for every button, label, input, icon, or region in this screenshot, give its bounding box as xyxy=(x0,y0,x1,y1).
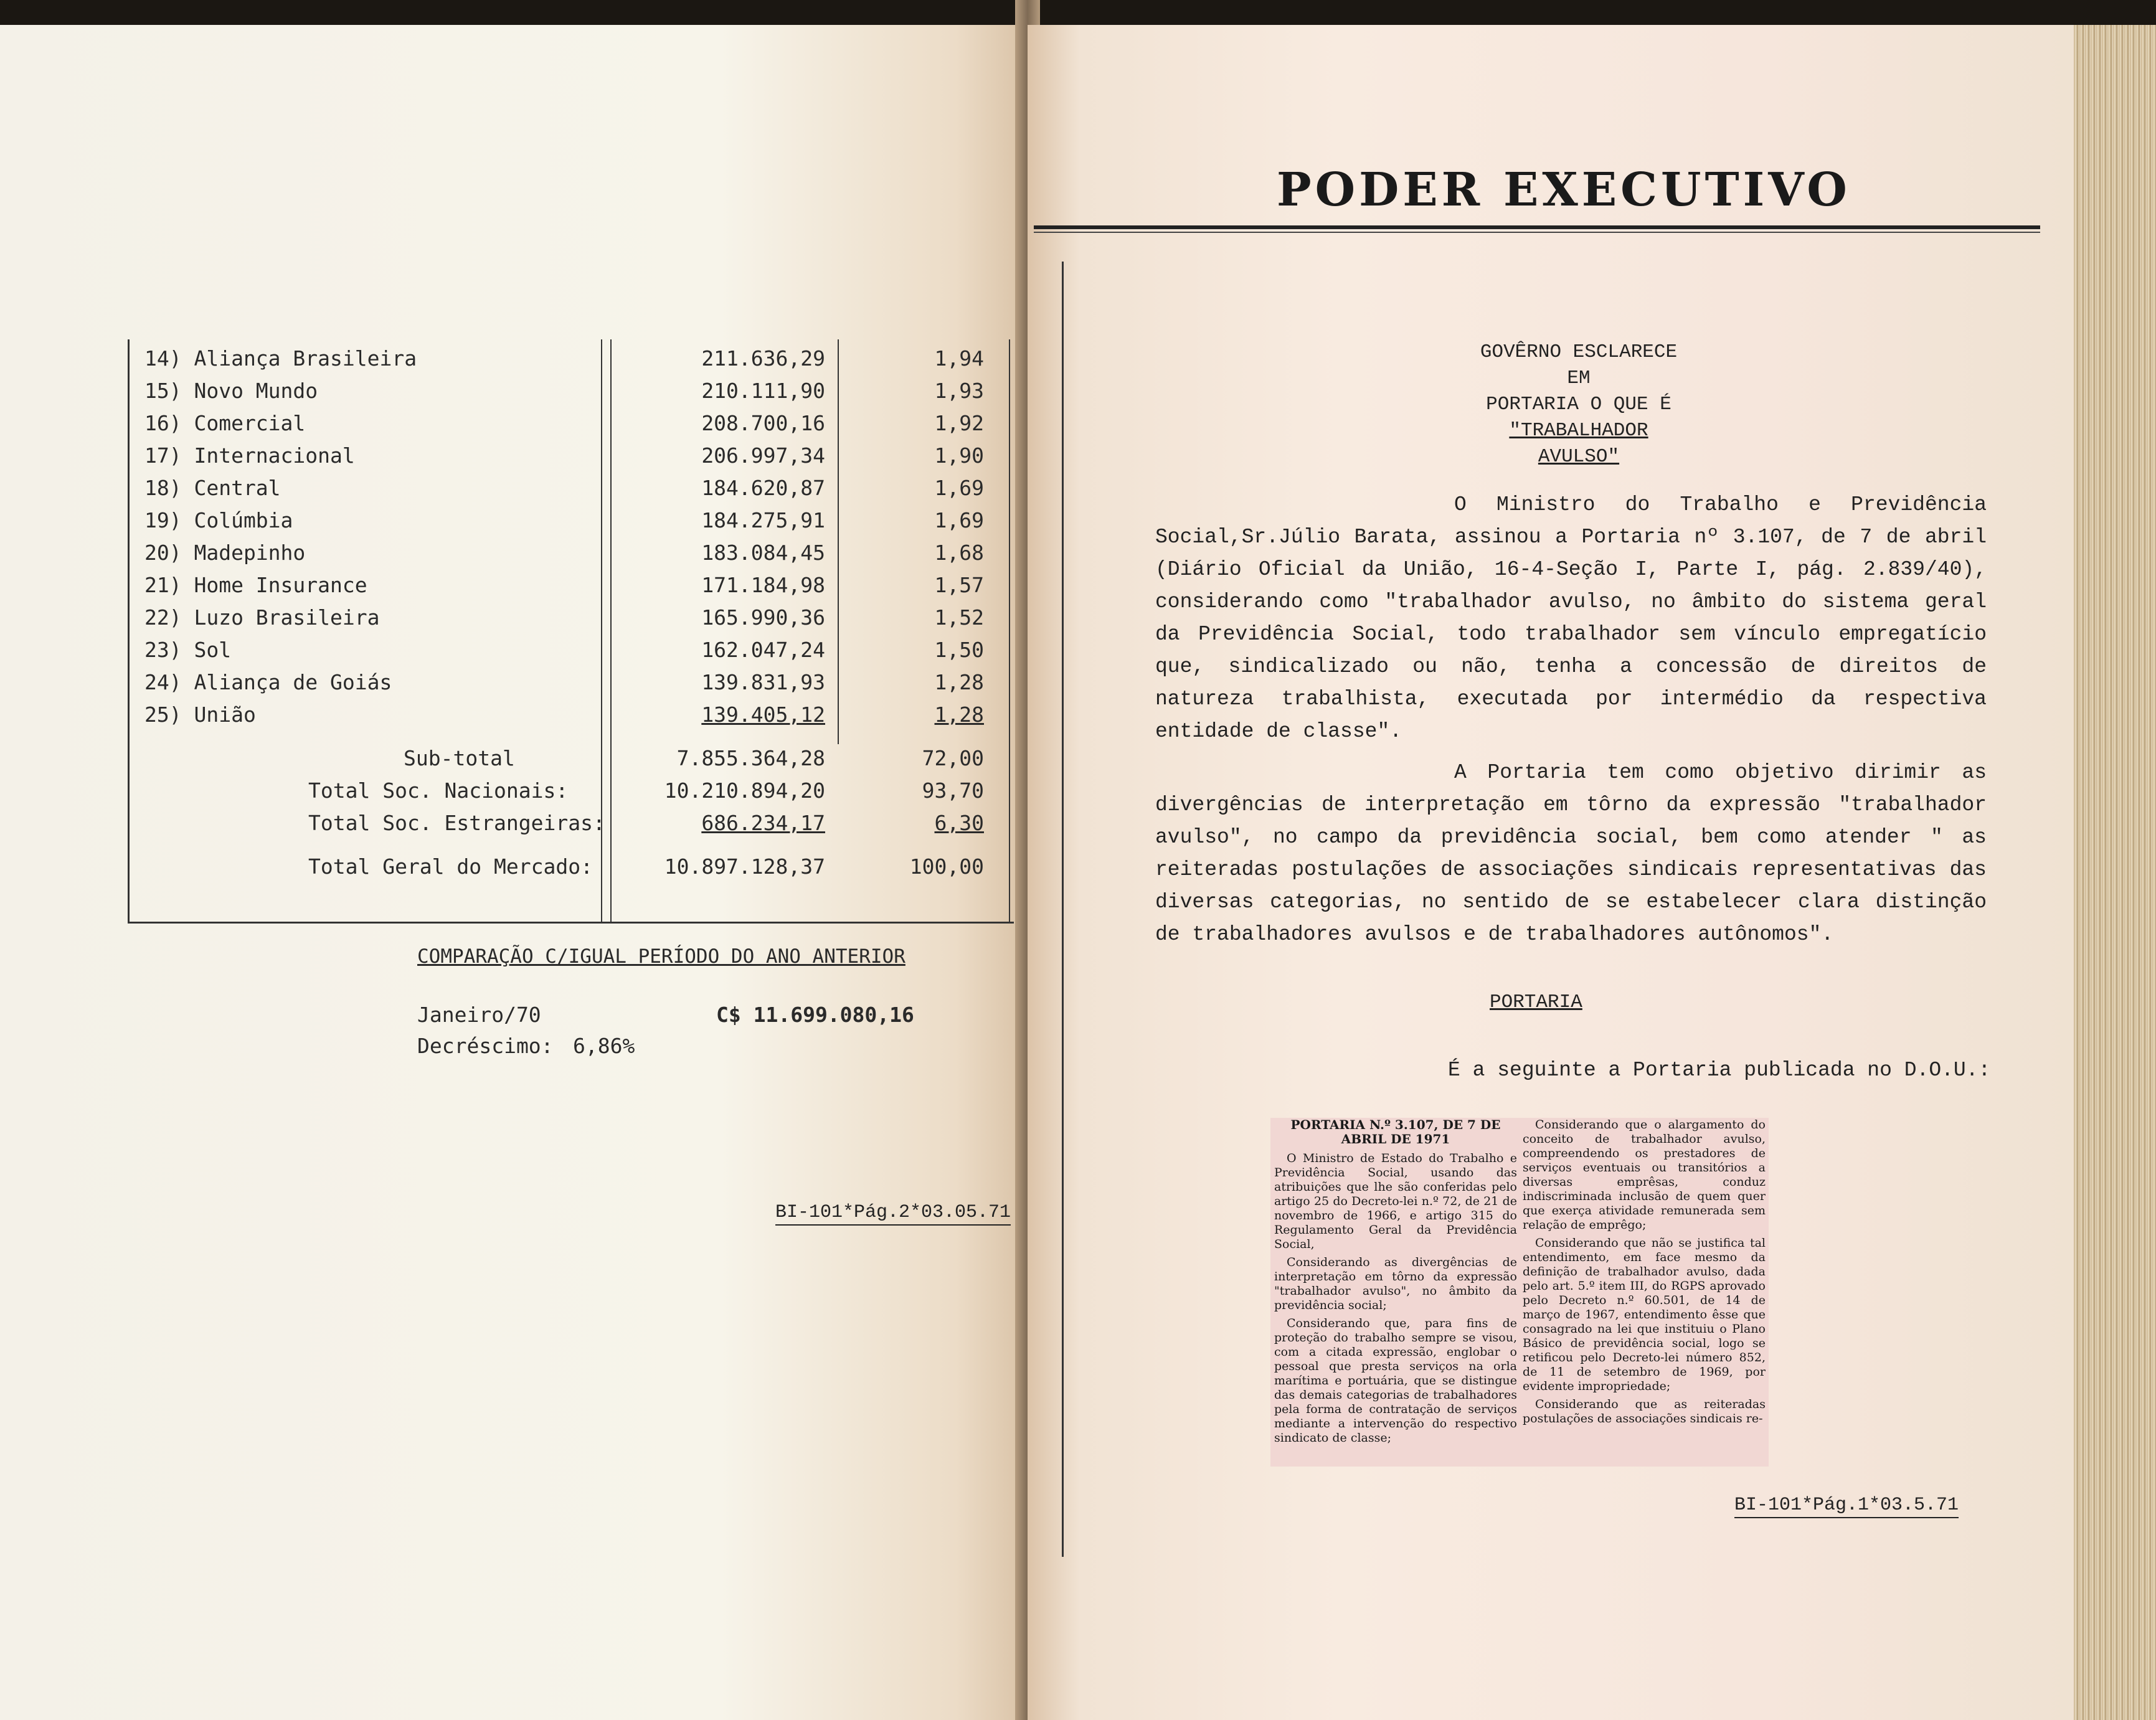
company-name: 19) Colúmbia xyxy=(144,508,293,532)
market-share: 1,50 xyxy=(934,638,984,662)
left-page-footer: BI-101*Pág.2*03.05.71 xyxy=(775,1202,1011,1226)
newspaper-clipping xyxy=(1270,1118,1769,1467)
premium-value: 183.084,45 xyxy=(701,541,825,565)
company-name: 14) Aliança Brasileira xyxy=(144,346,417,371)
premium-value: 139.405,12 xyxy=(701,702,825,727)
decrescimo-value: 6,86% xyxy=(573,1034,635,1058)
janeiro-label: Janeiro/70 xyxy=(417,1003,541,1027)
premium-value: 139.831,93 xyxy=(701,670,825,694)
paragraph-2: A Portaria tem como objetivo dirimir as divergências de interpretação em tôrno da expressão "trabalhador avulso", no campo da previdência social, bem como atender " as reiteradas postulações de associações sindicais representativas das diversas categorias, no sentido de se estabelecer clara distinção de trabalhadores avulsos e de trabalhadores autônomos". xyxy=(1155,761,1987,946)
right-page-footer: BI-101*Pág.1*03.5.71 xyxy=(1734,1495,1959,1518)
market-share: 1,90 xyxy=(934,443,984,468)
clipping-left-para: Considerando as divergências de interpretação em tôrno da expressão "trabalhador avulso", no âmbito da previdência social; xyxy=(1274,1255,1517,1312)
premium-value: 206.997,34 xyxy=(701,443,825,468)
nacionais-value: 10.210.894,20 xyxy=(664,778,825,803)
nacionais-pct: 93,70 xyxy=(922,778,984,803)
market-share: 1,28 xyxy=(934,670,984,694)
page-title: PODER EXECUTIVO xyxy=(1277,163,1851,217)
comparacao-heading: COMPARAÇÃO C/IGUAL PERÍODO DO ANO ANTERIOR xyxy=(417,945,905,968)
market-share: 1,52 xyxy=(934,605,984,630)
clipping-left-para: O Ministro de Estado do Trabalho e Previdência Social, usando das atribuições que lhe são conferidas pelo artigo 25 do Decreto-lei n.º 72, de 21 de novembro de 1966, e artigo 315 do Regulamento Geral da Previdência Social, xyxy=(1274,1151,1517,1251)
clipping-heading: PORTARIA N.º 3.107, DE 7 DE ABRIL DE 1971 xyxy=(1290,1117,1501,1146)
company-name: 17) Internacional xyxy=(144,443,355,468)
company-name: 15) Novo Mundo xyxy=(144,379,318,403)
subtotal-pct: 72,00 xyxy=(922,746,984,770)
market-share: 1,28 xyxy=(934,702,984,727)
clipping-left-para: Considerando que, para fins de proteção do trabalho sempre se visou, com a citada expressão, englobar o pessoal que presta serviços na orla marítima e portuária, que se distingue das demais categorias de trabalhadores pela forma de contratação de serviços mediante a intervenção do respectivo sindicato de classe; xyxy=(1274,1316,1517,1445)
market-share: 1,68 xyxy=(934,541,984,565)
margin-rule xyxy=(1062,262,1064,1557)
subtotal-label: Sub-total xyxy=(404,746,515,770)
estrangeiras-label: Total Soc. Estrangeiras: xyxy=(308,811,605,835)
clipping-left-column xyxy=(1274,1118,1517,1449)
geral-pct: 100,00 xyxy=(909,854,984,879)
nacionais-label: Total Soc. Nacionais: xyxy=(308,778,569,803)
scan-top-edge xyxy=(0,0,2156,25)
market-share: 1,93 xyxy=(934,379,984,403)
decrescimo-label: Decréscimo: xyxy=(417,1034,554,1058)
clipping-right-para: Considerando que as reiteradas postulações de associações sindicais re- xyxy=(1523,1397,1766,1425)
headline-line-2: PORTARIA O QUE É xyxy=(1486,394,1671,415)
janeiro-value: C$ 11.699.080,16 xyxy=(716,1003,914,1027)
estrangeiras-pct: 6,30 xyxy=(934,811,984,835)
headline-line-1: GOVÊRNO ESCLARECE EM xyxy=(1480,341,1678,389)
company-name: 23) Sol xyxy=(144,638,232,662)
headline xyxy=(1473,339,1685,470)
market-share: 1,57 xyxy=(934,573,984,597)
premium-value: 210.111,90 xyxy=(701,379,825,403)
title-rule-thin xyxy=(1034,232,2040,233)
paragraph-1: O Ministro do Trabalho e Previdência Social,Sr.Júlio Barata, assinou a Portaria nº 3.107, de 7 de abril (Diário Oficial da União, 16-4-Seção I, Parte I, pág. 2.839/40), considerando como "trabalhador avulso, no âmbito do sistema geral da Previdência Social, todo trabalhador sem vínculo empregatício que, sindicalizado ou não, tenha a concessão de direitos de natureza trabalhista, executada por intermédio da respectiva entidade de classe". xyxy=(1155,493,1987,743)
subtotal-value: 7.855.364,28 xyxy=(676,746,825,770)
company-name: 18) Central xyxy=(144,476,281,500)
table-divider-4 xyxy=(1009,339,1010,922)
page-edges xyxy=(2074,25,2156,1720)
company-name: 25) União xyxy=(144,702,256,727)
market-share: 1,92 xyxy=(934,411,984,435)
company-name: 20) Madepinho xyxy=(144,541,306,565)
estrangeiras-value: 686.234,17 xyxy=(701,811,825,835)
company-name: 21) Home Insurance xyxy=(144,573,367,597)
market-share: 1,69 xyxy=(934,476,984,500)
geral-value: 10.897.128,37 xyxy=(664,854,825,879)
premium-value: 208.700,16 xyxy=(701,411,825,435)
clipping-right-para: Considerando que o alargamento do conceito de trabalhador avulso, compreendendo os prestadores de serviços eventuais ou transitórios a diversas emprêsas, conduz indiscriminada inclusão de quem quer que exerça atividade remunerada sem relação de emprêgo; xyxy=(1523,1118,1766,1232)
premium-value: 162.047,24 xyxy=(701,638,825,662)
company-name: 22) Luzo Brasileira xyxy=(144,605,380,630)
geral-label: Total Geral do Mercado: xyxy=(308,854,593,879)
headline-line-3: "TRABALHADOR AVULSO" xyxy=(1509,420,1648,468)
seguinte-line: É a seguinte a Portaria publicada no D.O.U.: xyxy=(1448,1059,1991,1082)
clipping-right-para: Considerando que não se justifica tal entendimento, em face mesmo da definição de trabalhador avulso, dada pelo art. 5.º item III, do RGPS aprovado pelo Decreto n.º 60.501, de 14 de março de 1967, entendimento êsse que consagrado na lei que instituiu o Plano Básico de previdência social, logo se retificou pelo Decreto-lei número 852, de 11 de setembro de 1969, por evidente impropriedade; xyxy=(1523,1236,1766,1393)
clipping-right-column xyxy=(1523,1118,1766,1430)
market-share: 1,69 xyxy=(934,508,984,532)
premium-value: 211.636,29 xyxy=(701,346,825,371)
premium-value: 184.620,87 xyxy=(701,476,825,500)
company-name: 16) Comercial xyxy=(144,411,306,435)
premium-value: 165.990,36 xyxy=(701,605,825,630)
premium-value: 171.184,98 xyxy=(701,573,825,597)
premium-value: 184.275,91 xyxy=(701,508,825,532)
portaria-heading: PORTARIA xyxy=(1490,991,1582,1013)
table-divider-2 xyxy=(838,339,839,744)
market-share: 1,94 xyxy=(934,346,984,371)
company-name: 24) Aliança de Goiás xyxy=(144,670,392,694)
title-rule xyxy=(1034,225,2040,229)
